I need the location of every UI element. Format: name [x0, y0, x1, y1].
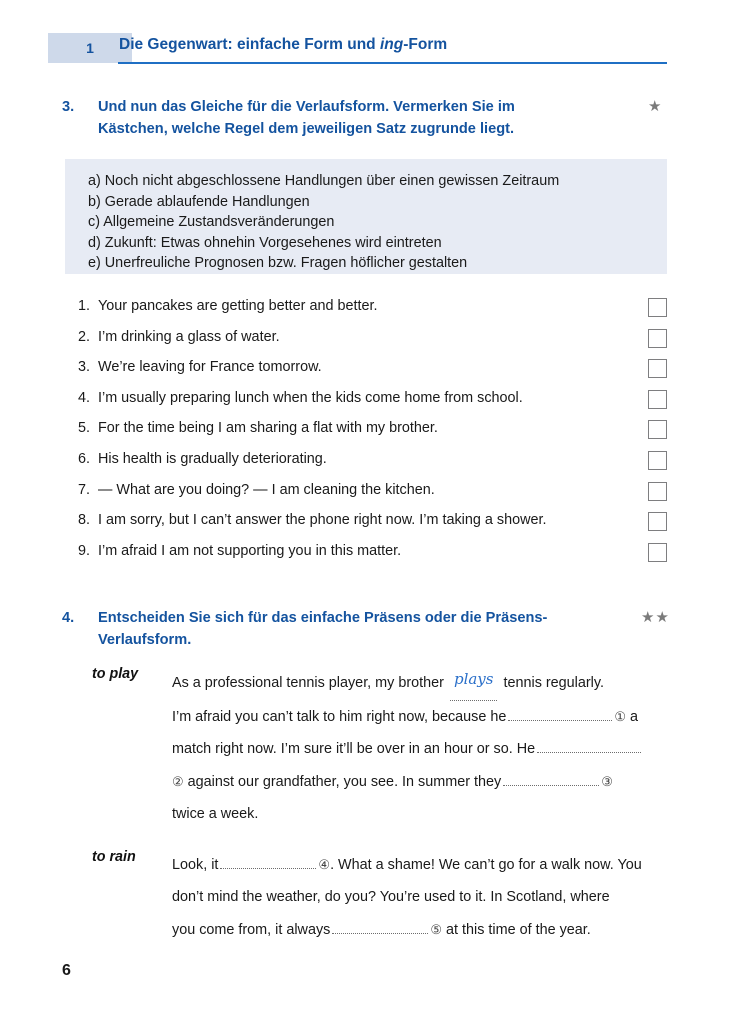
gapfill-line: [172, 798, 670, 831]
sentence-text: We’re leaving for France tomorrow.: [98, 359, 322, 376]
gapfill-line: [172, 849, 670, 882]
page-header: [0, 0, 729, 78]
gapfill-line: [172, 766, 670, 799]
sentence-text: His health is gradually deteriorating.: [98, 450, 327, 467]
verb-label: to play: [92, 666, 139, 682]
sentence-row: [62, 359, 667, 390]
blank-marker-3: ③: [601, 773, 613, 789]
sentence-text: Your pancakes are getting better and better.: [98, 298, 378, 314]
sentence-number: 9.: [77, 542, 90, 559]
blank-marker-1: ①: [614, 708, 627, 724]
gapfill-line: [172, 733, 670, 766]
sentence-number: 2.: [77, 328, 90, 345]
answer-checkbox[interactable]: [648, 359, 667, 378]
line-text: a: [630, 708, 639, 725]
exercise-4-heading: [62, 607, 562, 651]
page-title-italic: ing: [379, 36, 404, 53]
sentence-row: [62, 512, 667, 543]
sentence-list: [62, 298, 667, 573]
line-text: don’t mind the weather, do you? You’re used to it. In Scotland, where: [172, 889, 610, 905]
sentence-row: [62, 390, 667, 421]
rules-list: [65, 159, 667, 274]
sentence-row: [62, 420, 667, 451]
answer-checkbox[interactable]: [648, 420, 667, 439]
gapfill-lines: [172, 666, 670, 831]
filled-answer-blank[interactable]: [450, 666, 498, 701]
gapfill-lines: [172, 849, 670, 947]
rule-item: a) Noch nicht abgeschlossene Handlungen über einen gewissen Zeitraum: [88, 173, 560, 189]
sentence-text: I am sorry, but I can’t answer the phone right now. I’m taking a shower.: [98, 512, 547, 529]
answer-blank[interactable]: [508, 707, 612, 721]
handwritten-answer: plays: [453, 670, 494, 688]
answer-blank[interactable]: [332, 920, 428, 934]
gapfill-line: [172, 701, 670, 734]
blank-marker-4: ④: [318, 856, 331, 872]
rule-item: d) Zukunft: Etwas ohnehin Vorgesehenes wird eintreten: [88, 234, 442, 251]
blank-marker-5: ⑤: [430, 921, 443, 937]
page-title-prefix: Die Gegenwart: einfache Form und: [119, 36, 380, 53]
answer-checkbox[interactable]: [648, 512, 667, 531]
answer-checkbox[interactable]: [648, 451, 667, 470]
chapter-number: 1: [86, 40, 94, 56]
gapfill-line: [172, 914, 670, 947]
answer-checkbox[interactable]: [648, 298, 667, 317]
line-text: I’m afraid you can’t talk to him right now, because he: [172, 708, 507, 725]
page-title: [119, 36, 447, 54]
sentence-text: I’m drinking a glass of water.: [98, 328, 280, 345]
sentence-text: I’m usually preparing lunch when the kids come home from school.: [98, 389, 523, 406]
sentence-row: [62, 451, 667, 482]
sentence-row: [62, 329, 667, 360]
line-text: twice a week.: [172, 806, 259, 822]
gapfill-block-to-play: [92, 666, 670, 831]
exercise-4-instruction: Entscheiden Sie sich für das einfache Präsens oder die Präsens-Verlaufsform.: [98, 610, 548, 648]
line-text: at this time of the year.: [446, 921, 591, 938]
exercise-3-instruction: Und nun das Gleiche für die Verlaufsform. Vermerken Sie im Kästchen, welche Regel dem jeweiligen Satz zugrunde liegt.: [98, 99, 515, 137]
sentence-number: 7.: [77, 481, 90, 498]
sentence-row: [62, 298, 667, 329]
rule-item: e) Unerfreuliche Prognosen bzw. Fragen höflicher gestalten: [88, 255, 468, 271]
sentence-number: 6.: [77, 450, 90, 467]
answer-checkbox[interactable]: [648, 482, 667, 501]
answer-blank[interactable]: [537, 739, 641, 753]
sentence-number: 3.: [77, 359, 90, 376]
sentence-text: I’m afraid I am not supporting you in this matter.: [98, 542, 402, 559]
answer-blank[interactable]: [503, 772, 599, 786]
sentence-text: For the time being I am sharing a flat with my brother.: [98, 420, 438, 437]
sentence-number: 5.: [77, 420, 90, 437]
rule-item: b) Gerade ablaufende Handlungen: [88, 193, 310, 210]
sentence-number: 1.: [77, 298, 90, 314]
line-text: tennis regularly.: [503, 675, 605, 691]
exercise-4-difficulty-stars: ★★: [641, 609, 670, 626]
sentence-row: [62, 482, 667, 513]
rules-box: [65, 159, 667, 274]
page-number: 6: [62, 962, 71, 979]
answer-checkbox[interactable]: [648, 390, 667, 409]
verb-label: to rain: [92, 848, 136, 865]
gapfill-block-to-rain: [92, 849, 670, 947]
exercise-3-heading: [62, 96, 562, 140]
sentence-text: — What are you doing? — I am cleaning the kitchen.: [98, 481, 435, 498]
answer-checkbox[interactable]: [648, 329, 667, 348]
line-text: . What a shame! We can’t go for a walk now. You: [330, 856, 642, 873]
sentence-number: 8.: [77, 512, 90, 529]
exercise-3-difficulty-stars: ★: [648, 98, 663, 115]
line-text: Look, it: [172, 856, 219, 873]
line-text: against our grandfather, you see. In summer they: [187, 773, 502, 790]
exercise-4-number: 4.: [62, 610, 75, 626]
sentence-row: [62, 543, 667, 574]
gapfill-line: [172, 881, 670, 914]
exercise-3-number: 3.: [62, 99, 75, 115]
answer-checkbox[interactable]: [648, 543, 667, 562]
line-text: match right now. I’m sure it’ll be over in an hour or so. He: [172, 741, 536, 757]
blank-marker-2: ②: [172, 773, 184, 789]
gapfill-exercise: [92, 666, 670, 952]
gapfill-line: [172, 666, 670, 701]
header-divider: [118, 62, 667, 64]
answer-blank[interactable]: [220, 855, 316, 869]
line-text: As a professional tennis player, my brother: [172, 675, 444, 691]
page-title-suffix: -Form: [403, 36, 448, 53]
sentence-number: 4.: [77, 389, 90, 406]
rule-item: c) Allgemeine Zustandsveränderungen: [88, 214, 335, 230]
line-text: you come from, it always: [172, 921, 331, 938]
